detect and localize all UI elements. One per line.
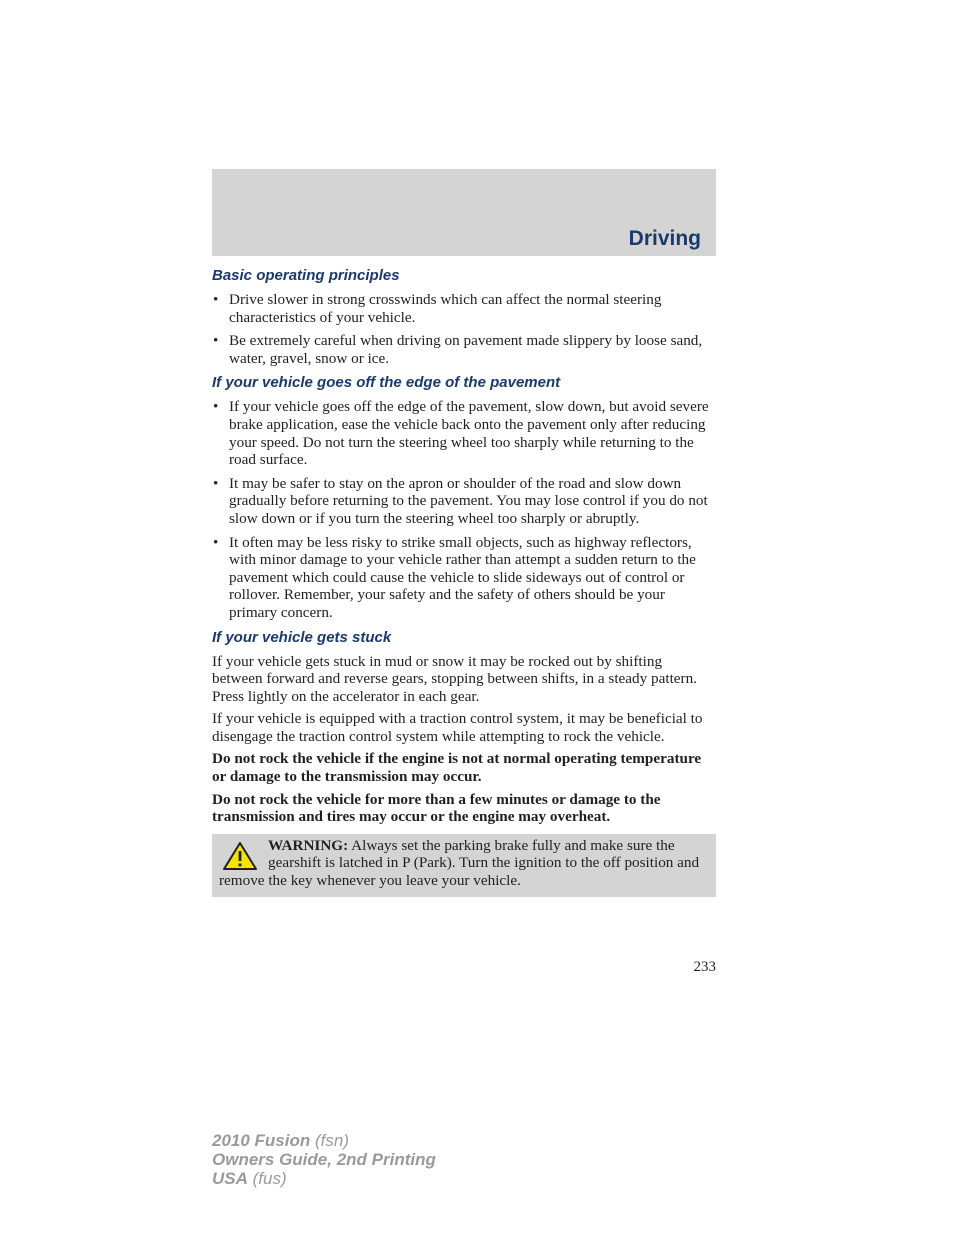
list-item: • Drive slower in strong crosswinds which can affect the normal steering characteristics of your vehicle. xyxy=(213,291,662,326)
footer-line-guide: Owners Guide, 2nd Printing xyxy=(212,1150,436,1169)
heading-basic-operating-principles: Basic operating principles xyxy=(212,267,400,284)
page-content xyxy=(212,266,716,897)
list-item: • It often may be less risky to strike small objects, such as highway reflectors, with minor damage to your vehicle rather than attempt a sudden return to the pavement which could cause the vehicle to slide sideways out of control or rollover. Remember, your safety and the safety of others should be your primary concern. xyxy=(213,533,696,621)
list-item: • Be extremely careful when driving on pavement made slippery by loose sand, water, gravel, snow or ice. xyxy=(213,332,703,367)
bullet-icon: • xyxy=(213,291,219,308)
heading-off-pavement: If your vehicle goes off the edge of the pavement xyxy=(212,374,561,392)
section-title: Driving xyxy=(628,227,701,250)
warning-label: WARNING: xyxy=(268,836,349,854)
paragraph: If your vehicle gets stuck in mud or snow it may be rocked out by shifting between forward and reverse gears, stopping between shifts, in a steady pattern. Press lightly on the accelerator in each gear. xyxy=(212,652,697,705)
list-item: • If your vehicle goes off the edge of the pavement, slow down, but avoid severe brake application, ease the vehicle back onto the pavement only after reducing your speed. Do not turn the steering wheel too sharply while returning to the road surface. xyxy=(213,398,709,469)
list-item: • It may be safer to stay on the apron or shoulder of the road and slow down gradually before returning to the pavement. You may lose control if you do not slow down or if you turn the steering wheel too sharply or abruptly. xyxy=(213,474,708,527)
footer-line-model: 2010 Fusion (fsn) xyxy=(212,1131,349,1150)
caution-paragraph: Do not rock the vehicle for more than a few minutes or damage to the transmission and tires may occur or the engine may overheat. xyxy=(212,790,661,826)
footer-line-market: USA (fus) xyxy=(212,1169,287,1188)
warning-box xyxy=(212,834,716,897)
heading-vehicle-stuck: If your vehicle gets stuck xyxy=(212,628,392,646)
bullet-list-basic xyxy=(212,291,716,367)
warning-text: Always set the parking brake fully and make sure the gearshift is latched in P (Park). Turn the ignition to the off position and remove the key whenever you leave your vehicle. xyxy=(219,836,700,890)
paragraph: If your vehicle is equipped with a traction control system, it may be beneficial to disengage the traction control system while attempting to rock the vehicle. xyxy=(212,710,703,745)
caution-paragraph: Do not rock the vehicle if the engine is not at normal operating temperature or damage to the transmission may occur. xyxy=(212,750,702,786)
footer xyxy=(212,1131,436,1188)
page-number: 233 xyxy=(693,959,716,975)
bullet-list-off-pavement xyxy=(212,398,716,621)
bullet-icon: • xyxy=(213,474,219,492)
section-header-band xyxy=(212,169,716,256)
warning-triangle-icon xyxy=(222,841,258,871)
bullet-icon: • xyxy=(213,533,219,551)
bullet-icon: • xyxy=(213,332,219,350)
bullet-icon: • xyxy=(213,398,219,416)
